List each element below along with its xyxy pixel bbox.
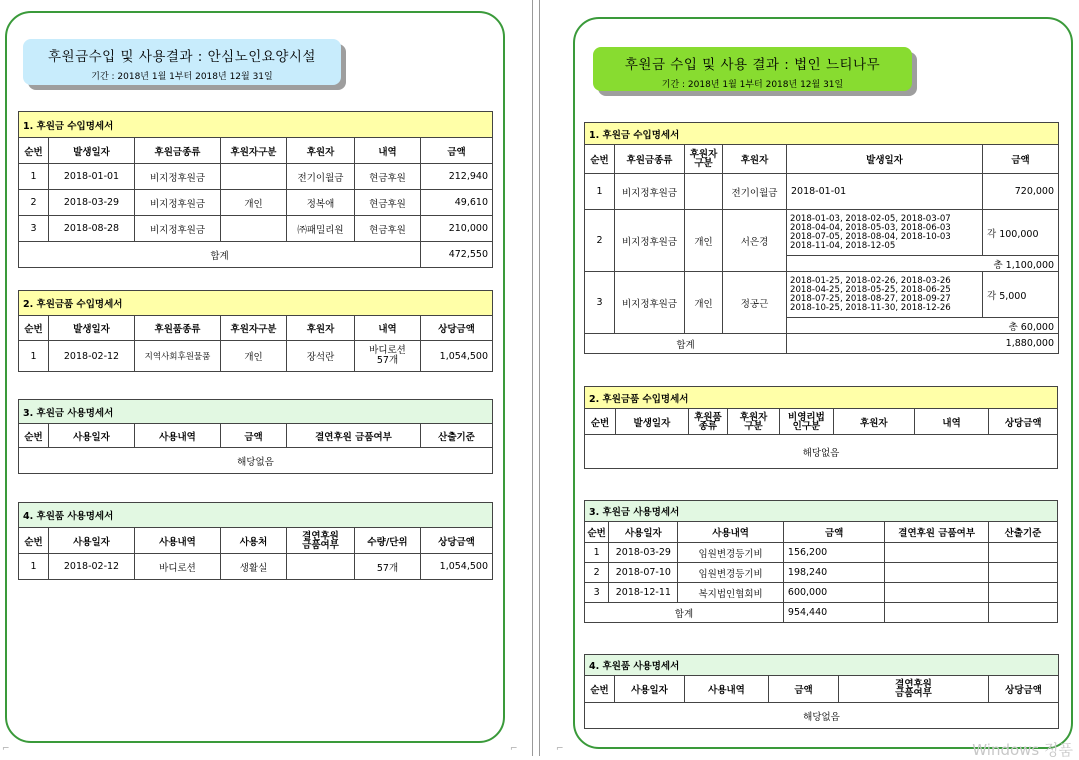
table-cell: 3 — [19, 216, 49, 242]
table-cell — [885, 583, 989, 603]
table-cell: 1 — [585, 543, 609, 563]
column-header: 결연후원 금품여부 — [885, 522, 989, 543]
column-header: 발생일자 — [787, 145, 983, 174]
table-cell: 개인 — [221, 190, 287, 216]
page-separator — [532, 0, 533, 756]
right-goods-income-table — [584, 386, 1058, 469]
section-title: 1. 후원금 수입명세서 — [585, 123, 1059, 145]
column-header: 내역 — [914, 409, 989, 435]
table-cell: 현금후원 — [355, 190, 421, 216]
column-header: 후원자 구분 — [685, 145, 723, 174]
table-cell — [988, 543, 1057, 563]
column-header: 후원금종류 — [615, 145, 685, 174]
left-donation-income-table — [18, 111, 493, 268]
table-cell: 3 — [585, 272, 615, 334]
column-header: 후원금종류 — [135, 138, 221, 164]
page-separator — [539, 0, 540, 756]
table-cell: 2018-07-10 — [609, 563, 678, 583]
section-title: 1. 후원금 수입명세서 — [19, 112, 493, 138]
page-corner-mark: ⌐ — [510, 744, 518, 754]
column-header: 금액 — [783, 522, 884, 543]
table-cell: 전기이월금 — [723, 174, 787, 210]
total-value: 472,550 — [421, 242, 493, 268]
table-cell: 바디로션 57개 — [355, 341, 421, 372]
table-cell — [221, 216, 287, 242]
column-header: 금액 — [769, 676, 839, 703]
table-cell: 600,000 — [783, 583, 884, 603]
total-value: 954,440 — [783, 603, 884, 623]
column-header: 산출기준 — [421, 424, 493, 448]
table-cell: 1 — [19, 554, 49, 580]
column-header: 사용일자 — [609, 522, 678, 543]
table-cell: 현금후원 — [355, 216, 421, 242]
column-header: 발생일자 — [49, 316, 135, 341]
table-cell: 2018-12-11 — [609, 583, 678, 603]
table-cell: 장석란 — [287, 341, 355, 372]
column-header: 사용내역 — [678, 522, 784, 543]
column-header: 후원자구분 — [221, 138, 287, 164]
table-cell — [885, 543, 989, 563]
table-cell: 각 100,000 — [983, 210, 1059, 256]
table-cell: 각 5,000 — [983, 272, 1059, 318]
table-cell: 156,200 — [783, 543, 884, 563]
column-header: 순번 — [19, 138, 49, 164]
table-cell — [988, 603, 1057, 623]
column-header: 후원자구분 — [221, 316, 287, 341]
table-cell — [685, 174, 723, 210]
table-cell — [221, 164, 287, 190]
column-header: 후원자 — [723, 145, 787, 174]
right-donation-usage-table — [584, 500, 1058, 623]
table-row — [585, 543, 1058, 563]
table-cell: 2 — [585, 210, 615, 272]
left-goods-usage-table — [18, 502, 493, 580]
table-cell — [988, 563, 1057, 583]
section-title: 4. 후원품 사용명세서 — [585, 655, 1059, 676]
column-header: 사용일자 — [49, 528, 135, 554]
section-title: 3. 후원금 사용명세서 — [585, 501, 1058, 522]
column-header: 발생일자 — [49, 138, 135, 164]
column-header: 결연후원 금품여부 — [287, 424, 421, 448]
table-cell: 1 — [19, 341, 49, 372]
empty-message: 해당없음 — [19, 448, 493, 474]
right-banner-title: 후원금 수입 및 사용 결과 : 법인 느티나무 — [624, 57, 881, 73]
table-row — [19, 164, 493, 190]
table-cell: 개인 — [685, 210, 723, 272]
column-header: 순번 — [19, 424, 49, 448]
subtotal-value: 총 1,100,000 — [787, 256, 1059, 272]
table-cell: 비지정후원금 — [615, 272, 685, 334]
table-cell: 2018-01-01 — [787, 174, 983, 210]
table-row — [585, 174, 1059, 210]
table-cell: 비지정후원금 — [135, 216, 221, 242]
table-cell: 49,610 — [421, 190, 493, 216]
total-label: 합계 — [19, 242, 421, 268]
table-cell: 개인 — [221, 341, 287, 372]
table-cell: ㈜패밀리원 — [287, 216, 355, 242]
column-header: 순번 — [19, 528, 49, 554]
right-banner-period: 기간 : 2018년 1월 1부터 2018년 12월 31일 — [661, 80, 844, 90]
table-row — [585, 563, 1058, 583]
empty-message: 해당없음 — [585, 703, 1059, 729]
left-donation-usage-table — [18, 399, 493, 474]
table-cell — [885, 563, 989, 583]
column-header: 상당금액 — [421, 316, 493, 341]
table-cell: 1,054,500 — [421, 341, 493, 372]
table-cell: 임원변경등기비 — [678, 543, 784, 563]
column-header: 산출기준 — [988, 522, 1057, 543]
column-header: 후원자 — [833, 409, 914, 435]
column-header: 수량/단위 — [355, 528, 421, 554]
table-cell: 지역사회후원물품 — [135, 341, 221, 372]
table-cell: 비지정후원금 — [615, 210, 685, 272]
table-cell: 2018-02-12 — [49, 554, 135, 580]
table-cell: 2 — [585, 563, 609, 583]
table-cell — [287, 554, 355, 580]
section-title: 3. 후원금 사용명세서 — [19, 400, 493, 424]
column-header: 발생일자 — [616, 409, 689, 435]
table-row — [585, 583, 1058, 603]
column-header: 결연후원 금품여부 — [839, 676, 989, 703]
column-header: 후원품 종류 — [688, 409, 727, 435]
column-header: 금액 — [983, 145, 1059, 174]
column-header: 내역 — [355, 138, 421, 164]
table-cell: 2018-01-01 — [49, 164, 135, 190]
total-row — [585, 603, 1058, 623]
total-label: 합계 — [585, 334, 787, 354]
table-cell: 1 — [585, 174, 615, 210]
column-header: 후원자 — [287, 316, 355, 341]
column-header: 순번 — [585, 676, 615, 703]
section-title: 2. 후원금품 수입명세서 — [19, 291, 493, 316]
table-cell: 1,054,500 — [421, 554, 493, 580]
table-cell: 720,000 — [983, 174, 1059, 210]
table-cell: 3 — [585, 583, 609, 603]
total-value: 1,880,000 — [787, 334, 1059, 354]
table-cell: 212,940 — [421, 164, 493, 190]
column-header: 순번 — [585, 522, 609, 543]
section-title: 2. 후원금품 수입명세서 — [585, 387, 1058, 409]
page-corner-mark: ⌐ — [556, 744, 564, 754]
table-cell: 2018-02-12 — [49, 341, 135, 372]
date-list: 2018-01-25, 2018-02-26, 2018-03-26 2018-04-25, 2018-05-25, 2018-06-25 2018-07-25, 2018-08-27, 2018-09-27 2018-10-25, 2018-11-30, 2018-12-26 — [787, 272, 983, 318]
column-header: 비영리법 인구분 — [779, 409, 833, 435]
table-cell: 2018-03-29 — [609, 543, 678, 563]
table-cell: 2 — [19, 190, 49, 216]
column-header: 상당금액 — [989, 676, 1059, 703]
table-cell: 서은경 — [723, 210, 787, 272]
left-banner-title: 후원금수입 및 사용결과 : 안심노인요양시설 — [48, 49, 316, 65]
column-header: 순번 — [585, 145, 615, 174]
table-cell: 정공근 — [723, 272, 787, 334]
empty-message: 해당없음 — [585, 435, 1058, 469]
windows-watermark: Windows 정품 — [972, 741, 1073, 759]
table-cell: 2018-03-29 — [49, 190, 135, 216]
column-header: 후원자 — [287, 138, 355, 164]
column-header: 사용내역 — [135, 424, 221, 448]
total-row — [585, 334, 1059, 354]
table-cell: 210,000 — [421, 216, 493, 242]
column-header: 사용내역 — [685, 676, 769, 703]
table-cell: 2018-08-28 — [49, 216, 135, 242]
table-row — [585, 272, 1059, 318]
total-row — [19, 242, 493, 268]
table-cell: 비지정후원금 — [135, 190, 221, 216]
table-cell: 복지법인협회비 — [678, 583, 784, 603]
table-row — [19, 341, 493, 372]
table-row — [19, 190, 493, 216]
total-label: 합계 — [585, 603, 784, 623]
table-cell: 비지정후원금 — [615, 174, 685, 210]
column-header: 후원자 구분 — [728, 409, 780, 435]
column-header: 순번 — [19, 316, 49, 341]
column-header: 금액 — [221, 424, 287, 448]
date-list: 2018-01-03, 2018-02-05, 2018-03-07 2018-04-04, 2018-05-03, 2018-06-03 2018-07-05, 2018-08-04, 2018-10-03 2018-11-04, 2018-12-05 — [787, 210, 983, 256]
right-page-banner — [593, 47, 912, 91]
table-cell: 개인 — [685, 272, 723, 334]
left-banner-period: 기간 : 2018년 1월 1부터 2018년 12월 31일 — [91, 72, 273, 82]
table-cell: 바디로션 — [135, 554, 221, 580]
table-cell: 생활실 — [221, 554, 287, 580]
column-header: 상당금액 — [989, 409, 1058, 435]
table-cell: 임원변경등기비 — [678, 563, 784, 583]
column-header: 금액 — [421, 138, 493, 164]
column-header: 후원품종류 — [135, 316, 221, 341]
table-cell — [988, 583, 1057, 603]
right-goods-usage-table — [584, 654, 1059, 729]
column-header: 사용일자 — [615, 676, 685, 703]
table-cell: 198,240 — [783, 563, 884, 583]
table-cell: 전기이월금 — [287, 164, 355, 190]
table-cell: 57개 — [355, 554, 421, 580]
table-cell: 현금후원 — [355, 164, 421, 190]
table-row — [585, 210, 1059, 256]
column-header: 내역 — [355, 316, 421, 341]
column-header: 순번 — [585, 409, 616, 435]
column-header: 결연후원 금품여부 — [287, 528, 355, 554]
column-header: 상당금액 — [421, 528, 493, 554]
table-cell — [885, 603, 989, 623]
subtotal-value: 총 60,000 — [787, 318, 1059, 334]
table-cell: 비지정후원금 — [135, 164, 221, 190]
left-page-banner — [23, 39, 341, 85]
column-header: 사용처 — [221, 528, 287, 554]
left-goods-income-table — [18, 290, 493, 372]
table-row — [19, 554, 493, 580]
table-row — [19, 216, 493, 242]
table-cell: 1 — [19, 164, 49, 190]
column-header: 사용내역 — [135, 528, 221, 554]
page-corner-mark: ⌐ — [2, 744, 10, 754]
table-cell: 정복애 — [287, 190, 355, 216]
section-title: 4. 후원품 사용명세서 — [19, 503, 493, 528]
column-header: 사용일자 — [49, 424, 135, 448]
right-donation-income-table — [584, 122, 1059, 354]
